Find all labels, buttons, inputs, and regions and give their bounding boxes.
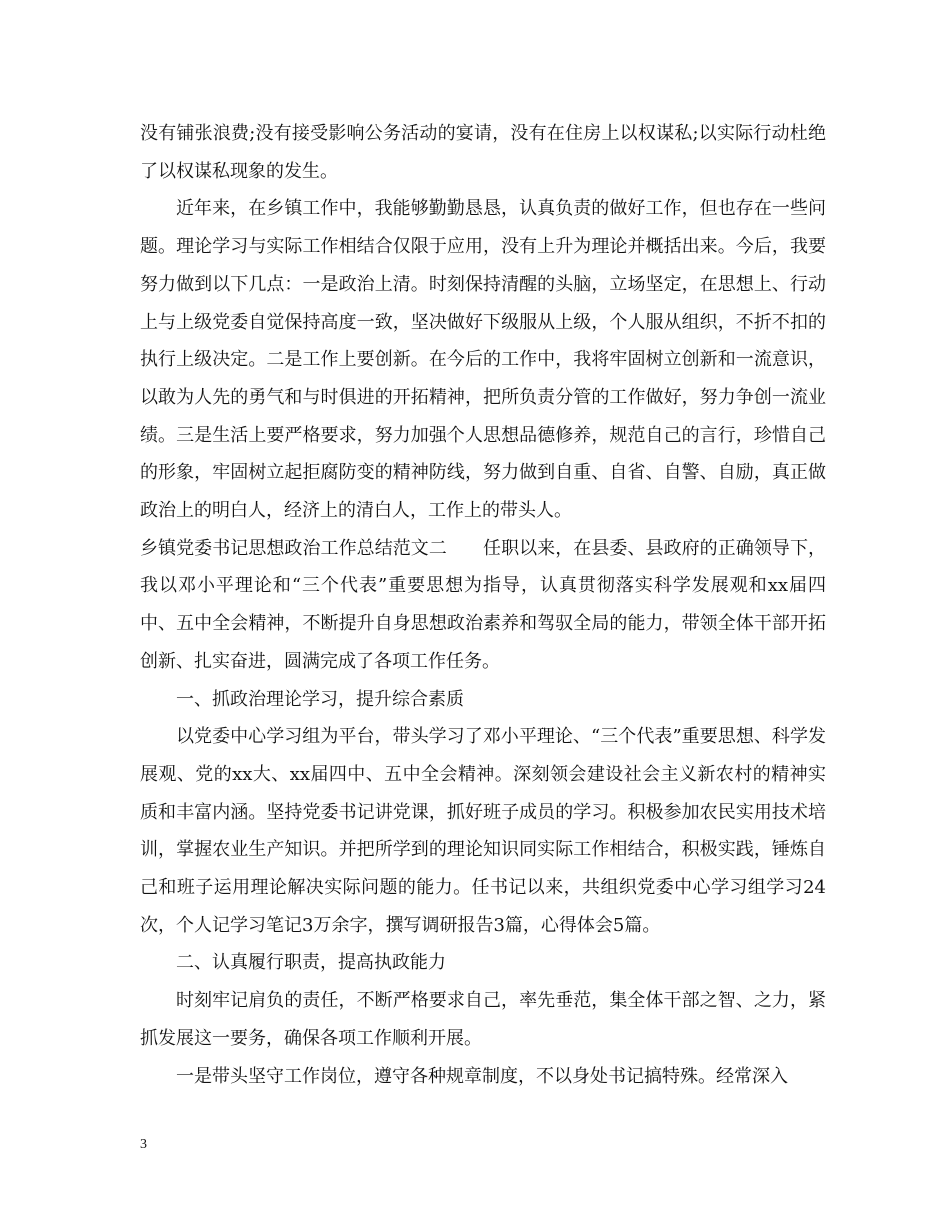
page-number: 3 [140, 1137, 147, 1152]
section-heading-one: 一、抓政治理论学习，提升综合素质 [176, 688, 464, 710]
paragraph-responsibility: 时刻牢记肩负的责任，不断严格要求自己，率先垂范，集全体干部之智、之力，紧抓发展这一要务，确保各项工作顺利开展。 [140, 990, 826, 1049]
paragraph-first-point: 一是带头坚守工作岗位，遵守各种规章制度，不以身处书记搞特殊。经常深入 [176, 1065, 788, 1087]
paragraph-continuation: 没有铺张浪费;没有接受影响公务活动的宴请，没有在住房上以权谋私;以实际行动杜绝了以权谋私现象的发生。 [140, 123, 826, 182]
document-body [140, 115, 826, 1095]
paragraph-template-two-intro: 乡镇党委书记思想政治工作总结范文二 任职以来，在县委、县政府的正确领导下，我以邓小平理论和“三个代表”重要思想为指导，认真贯彻落实科学发展观和xx届四中、五中全会精神，不断提升自身思想政治素养和驾驭全局的能力，带领全体干部开拓创新、扎实奋进，圆满完成了各项工作任务。 [140, 537, 826, 672]
paragraph-study: 以党委中心学习组为平台，带头学习了邓小平理论、“三个代表”重要思想、科学发展观、党的xx大、xx届四中、五中全会精神。深刻领会建设社会主义新农村的精神实质和丰富内涵。坚持党委书记讲党课，抓好班子成员的学习。积极参加农民实用技术培训，掌握农业生产知识。并把所学到的理论知识同实际工作相结合，积极实践，锤炼自己和班子运用理论解决实际问题的能力。任书记以来，共组织党委中心学习组学习24次，个人记学习笔记3万余字，撰写调研报告3篇，心得体会5篇。 [140, 726, 826, 936]
paragraph-self-review: 近年来，在乡镇工作中，我能够勤勤恳恳，认真负责的做好工作，但也存在一些问题。理论学习与实际工作相结合仅限于应用，没有上升为理论并概括出来。今后，我要努力做到以下几点：一是政治上清。时刻保持清醒的头脑，立场坚定，在思想上、行动上与上级党委自觉保持高度一致，坚决做好下级服从上级，个人服从组织，不折不扣的执行上级决定。二是工作上要创新。在今后的工作中，我将牢固树立创新和一流意识，以敢为人先的勇气和与时俱进的开拓精神，把所负责分管的工作做好，努力争创一流业绩。三是生活上要严格要求，努力加强个人思想品德修养，规范自己的言行，珍惜自己的形象，牢固树立起拒腐防变的精神防线，努力做到自重、自省、自警、自励，真正做政治上的明白人，经济上的清白人，工作上的带头人。 [140, 198, 826, 522]
section-heading-two: 二、认真履行职责，提高执政能力 [176, 952, 446, 974]
